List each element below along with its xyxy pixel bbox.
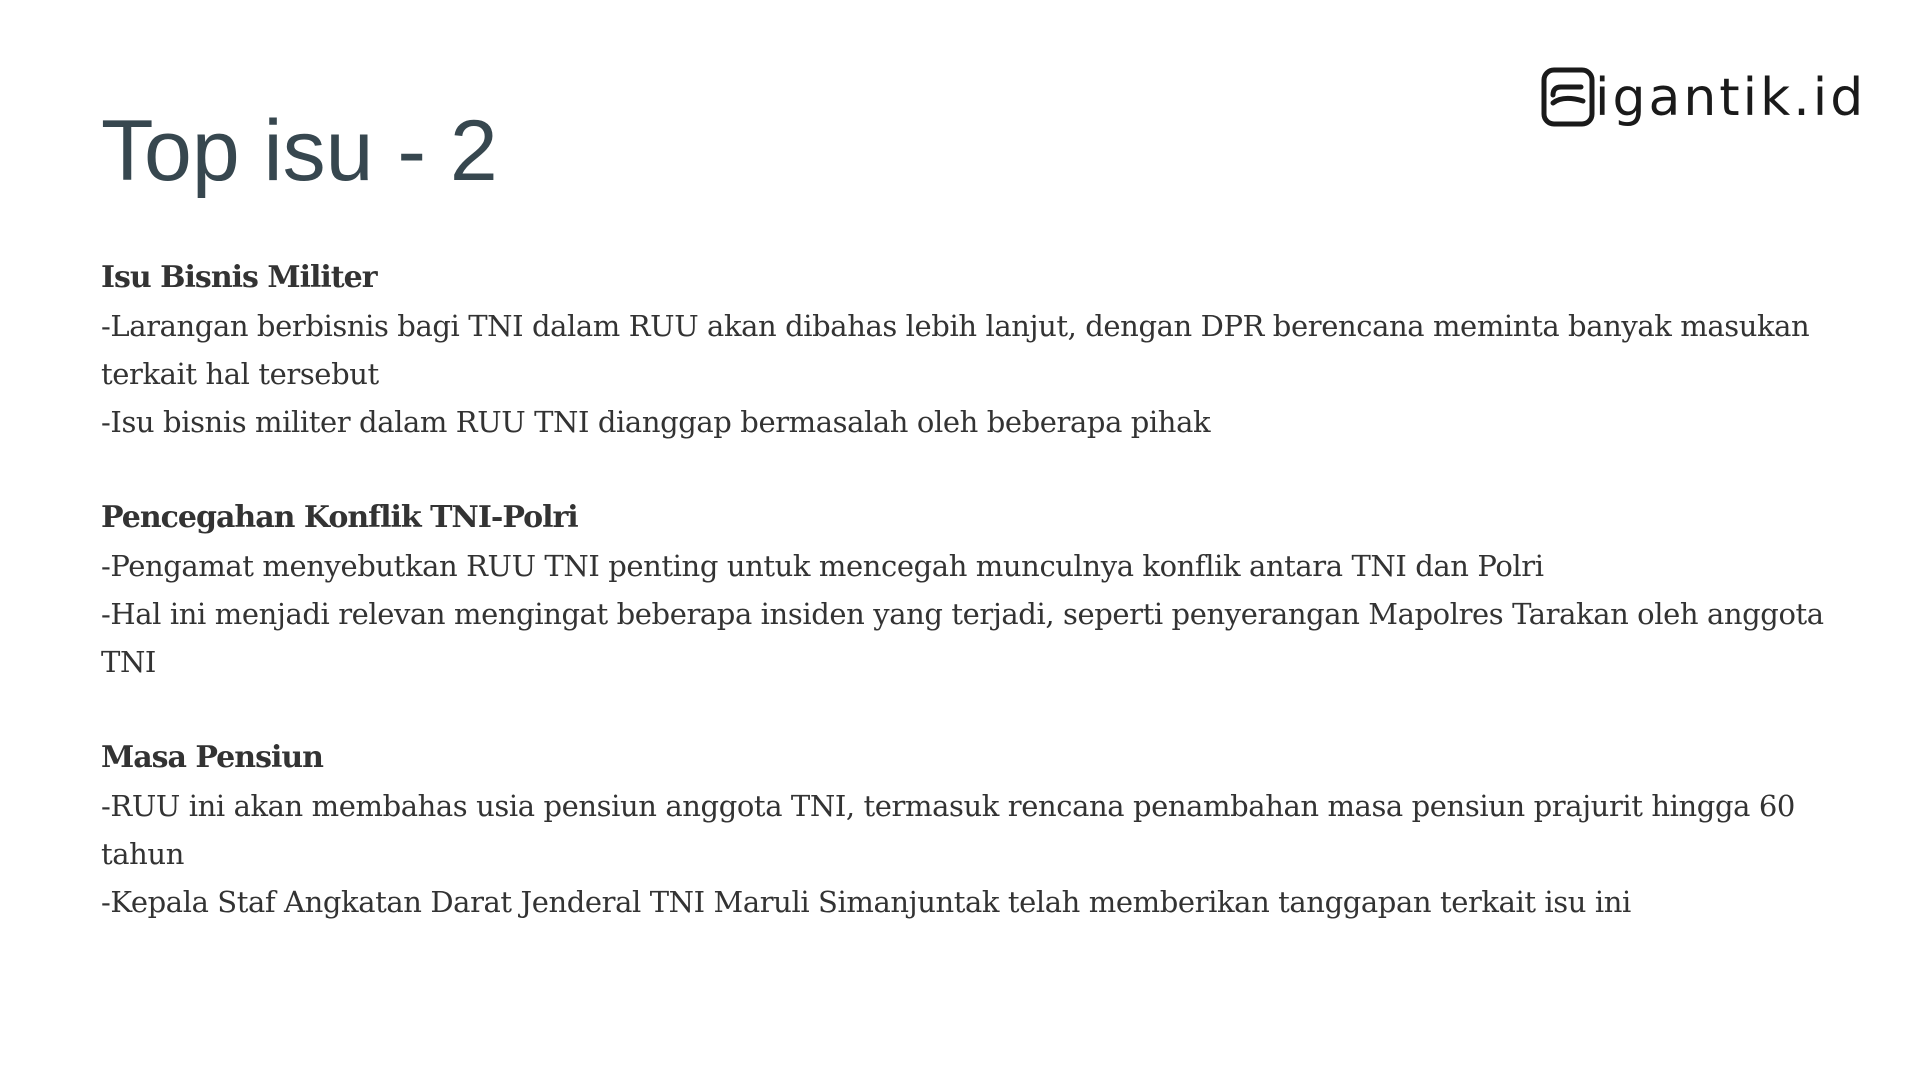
section-point: -RUU ini akan membahas usia pensiun anggota TNI, termasuk rencana penambahan masa pensiun prajurit hingga 60 tahun xyxy=(101,789,1795,871)
section-pencegahan-konflik xyxy=(101,494,1861,686)
section-heading: Pencegahan Konflik TNI-Polri xyxy=(101,500,578,535)
section-masa-pensiun xyxy=(101,734,1861,926)
logo-text: igantik.id xyxy=(1595,68,1867,128)
section-point: -Larangan berbisnis bagi TNI dalam RUU akan dibahas lebih lanjut, dengan DPR berencana meminta banyak masukan terkait hal tersebut xyxy=(101,309,1810,391)
slide-title: Top isu - 2 xyxy=(101,103,498,199)
content-body xyxy=(101,254,1861,974)
section-heading: Masa Pensiun xyxy=(101,740,323,775)
gigantik-g-logo-icon xyxy=(1541,67,1597,127)
brand-logo xyxy=(1541,64,1866,130)
section-point: -Kepala Staf Angkatan Darat Jenderal TNI Maruli Simanjuntak telah memberikan tanggapan terkait isu ini xyxy=(101,885,1631,919)
section-isu-bisnis-militer xyxy=(101,254,1861,446)
section-point: -Hal ini menjadi relevan mengingat beberapa insiden yang terjadi, seperti penyerangan Mapolres Tarakan oleh anggota TNI xyxy=(101,597,1824,679)
section-point: -Isu bisnis militer dalam RUU TNI dianggap bermasalah oleh beberapa pihak xyxy=(101,405,1211,439)
section-point: -Pengamat menyebutkan RUU TNI penting untuk mencegah munculnya konflik antara TNI dan Polri xyxy=(101,549,1544,583)
section-heading: Isu Bisnis Militer xyxy=(101,260,377,295)
